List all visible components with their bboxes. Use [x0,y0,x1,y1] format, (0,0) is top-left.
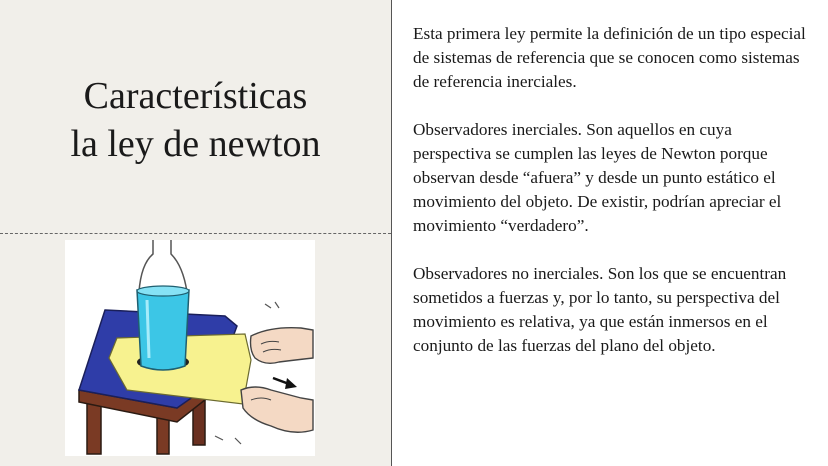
paragraph-non-inertial-observers: Observadores no inerciales. Son los que se encuentran sometidos a fuerzas y, por lo tanto, su perspectiva del movimiento es relativa, ya que están inmersos en el conjunto de las fuerzas del plano del objeto. [413,264,787,355]
paragraph-inertial-observers: Observadores inerciales. Son aquellos en cuya perspectiva se cumplen las leyes de Newton porque observan desde “afuera” y desde un punto estático el movimiento del objeto. De existir, podrían apreciar el movimiento “verdadero”. [413,120,782,235]
body-text [413,22,813,382]
slide-title-line-1: Características [83,75,308,117]
vertical-divider [391,0,392,466]
glass-on-paper-on-table-illustration-icon [65,240,315,456]
slide-title-line-2: la ley de newton [70,123,321,165]
paragraph-intro: Esta primera ley permite la definición de un tipo especial de sistemas de referencia que se conocen como sistemas de referencia inerciales. [413,24,806,91]
slide-title [0,72,391,168]
horizontal-dashed-divider [0,233,391,234]
inertia-illustration [65,240,315,456]
